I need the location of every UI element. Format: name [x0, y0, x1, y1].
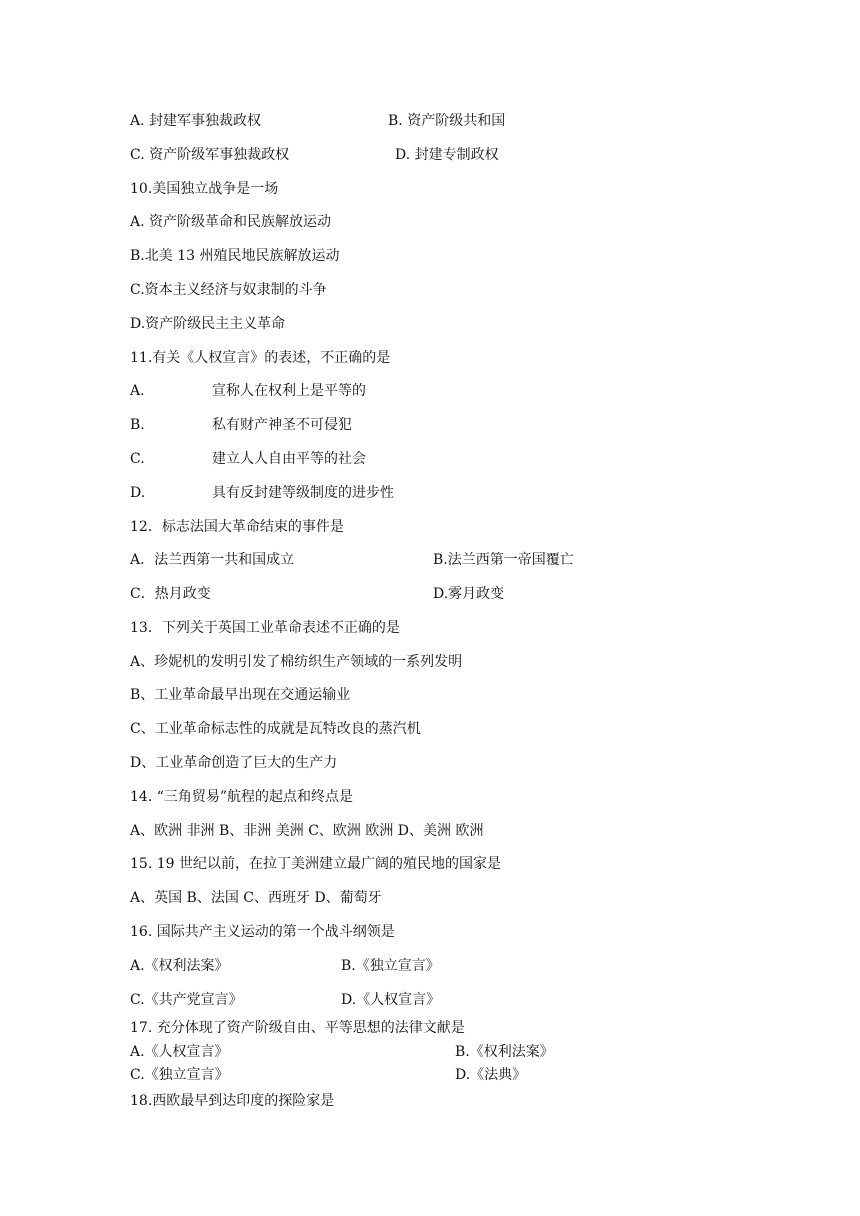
q15-options: A、英国 B、法国 C、西班牙 D、葡萄牙	[130, 890, 382, 906]
q10-option-a: A. 资产阶级革命和民族解放运动	[130, 214, 332, 230]
q11-question: 11.有关《人权宣言》的表述，不正确的是	[130, 350, 391, 366]
q9-option-d: D. 封建专制政权	[395, 147, 499, 163]
q16-option-d: D.《人权宣言》	[341, 992, 441, 1008]
q13-option-d: D、工业革命创造了巨大的生产力	[130, 755, 338, 771]
q11-option-a-text: 宣称人在权利上是平等的	[212, 383, 366, 399]
q11-option-a	[130, 382, 366, 400]
q12-option-b: B.法兰西第一帝国覆亡	[433, 552, 574, 568]
q16-option-b: B.《独立宣言》	[341, 958, 440, 974]
q16-option-c: C.《共产党宣言》	[130, 992, 243, 1008]
q11-option-a-letter: A.	[130, 383, 145, 399]
q17-option-b: B.《权利法案》	[455, 1044, 554, 1060]
q12-option-a: A．法兰西第一共和国成立	[130, 552, 295, 568]
q12-question: 12．标志法国大革命结束的事件是	[130, 519, 344, 535]
q11-option-c-text: 建立人人自由平等的社会	[212, 451, 366, 467]
q17-option-d: D.《法典》	[455, 1067, 527, 1083]
q11-option-d-letter: D.	[130, 485, 146, 501]
q12-option-c: C．热月政变	[130, 586, 211, 602]
q16-question: 16. 国际共产主义运动的第一个战斗纲领是	[130, 924, 395, 940]
q17-option-a: A.《人权宣言》	[130, 1044, 229, 1060]
q9-option-c: C. 资产阶级军事独裁政权	[130, 147, 290, 163]
q14-question: 14. “三角贸易”航程的起点和终点是	[130, 789, 354, 805]
q12-option-d: D.雾月政变	[433, 586, 505, 602]
q16-option-a: A.《权利法案》	[130, 958, 229, 974]
q9-option-b: B. 资产阶级共和国	[388, 113, 506, 129]
q10-question: 10.美国独立战争是一场	[130, 181, 279, 197]
q11-option-b	[130, 416, 352, 434]
q11-option-b-text: 私有财产神圣不可侵犯	[212, 417, 352, 433]
q11-option-d	[130, 484, 394, 502]
q17-option-c: C.《独立宣言》	[130, 1067, 229, 1083]
q11-option-c-letter: C.	[130, 451, 145, 467]
q13-question: 13．下列关于英国工业革命表述不正确的是	[130, 620, 400, 636]
q10-option-c: C.资本主义经济与奴隶制的斗争	[130, 282, 327, 298]
q10-option-b: B.北美 13 州殖民地民族解放运动	[130, 248, 340, 264]
q17-question: 17. 充分体现了资产阶级自由、平等思想的法律文献是	[130, 1020, 465, 1036]
q9-option-a: A. 封建军事独裁政权	[130, 113, 262, 129]
q18-question: 18.西欧最早到达印度的探险家是	[130, 1093, 335, 1109]
q13-option-c: C、工业革命标志性的成就是瓦特改良的蒸汽机	[130, 721, 421, 737]
q13-option-a: A、珍妮机的发明引发了棉纺织生产领域的一系列发明	[130, 654, 463, 670]
q11-option-b-letter: B.	[130, 417, 145, 433]
q11-option-d-text: 具有反封建等级制度的进步性	[212, 485, 394, 501]
q13-option-b: B、工业革命最早出现在交通运输业	[130, 687, 351, 703]
q11-option-c	[130, 450, 366, 468]
q15-question: 15. 19 世纪以前，在拉丁美洲建立最广阔的殖民地的国家是	[130, 856, 501, 872]
q14-options: A、欧洲 非洲 B、非洲 美洲 C、欧洲 欧洲 D、美洲 欧洲	[130, 823, 484, 839]
q10-option-d: D.资产阶级民主主义革命	[130, 316, 286, 332]
